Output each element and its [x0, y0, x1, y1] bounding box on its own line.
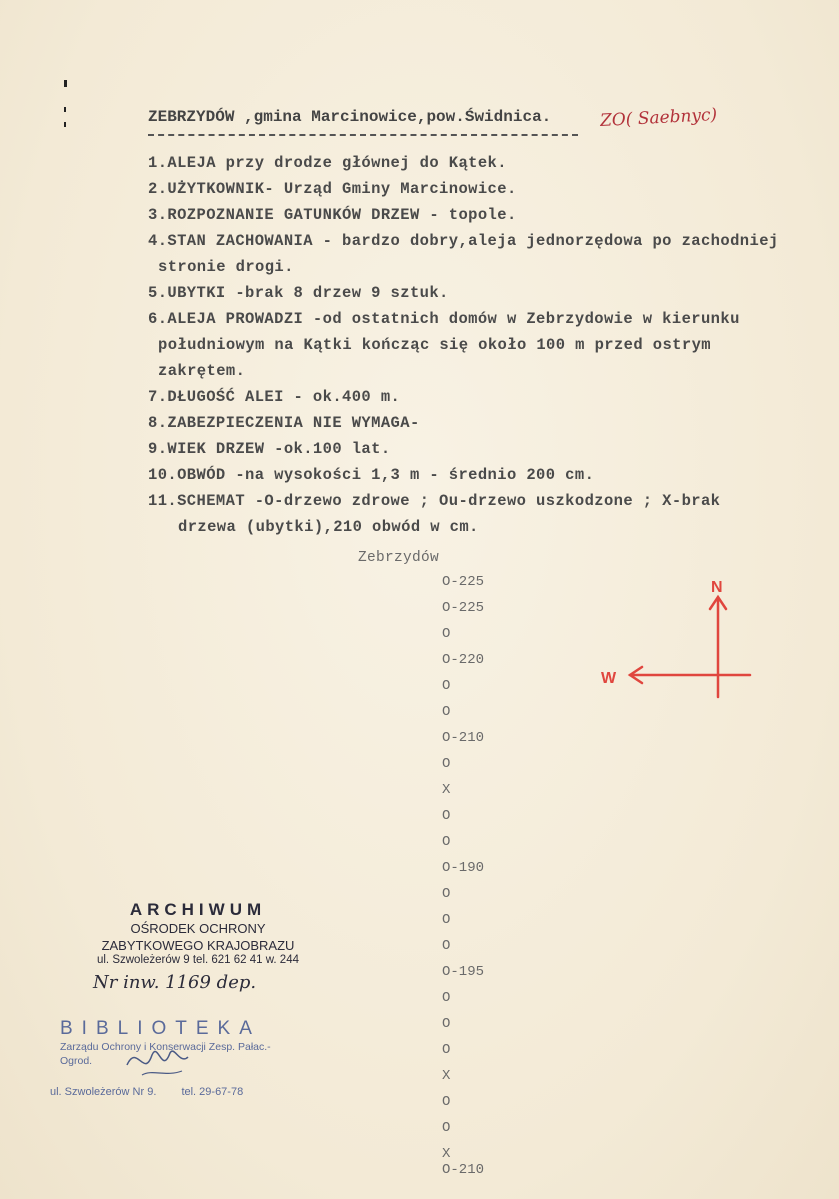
compass-north-label: N [711, 579, 723, 596]
scheme-label: Zebrzydów [358, 550, 440, 566]
tree-marker: O [442, 678, 451, 694]
tree-marker: O-225 [442, 600, 485, 616]
binder-hole [64, 80, 67, 87]
tree-marker: O [442, 990, 451, 1006]
compass-arrows-icon [598, 575, 758, 705]
tree-marker: O-225 [442, 574, 485, 590]
document-header [148, 108, 588, 138]
tree-marker: X [442, 1146, 451, 1162]
tree-marker: O [442, 1120, 451, 1136]
list-item: 2.UŻYTKOWNIK- Urząd Gminy Marcinowice. [148, 180, 517, 198]
inventory-number: Nr inw. 1169 dep. [93, 972, 257, 993]
tree-marker: O [442, 1016, 451, 1032]
archive-stamp-title: ARCHIWUM [129, 900, 267, 919]
library-stamp-address [50, 1086, 290, 1098]
tree-marker: O [442, 886, 451, 902]
handwritten-note: ZO( Saebnyc) [599, 104, 718, 132]
tree-marker: O [442, 938, 451, 954]
tree-marker: O [442, 912, 451, 928]
list-item: południowym na Kątki kończąc się około 100 m przed ostrym [158, 336, 711, 354]
compass-west-label: W [601, 670, 617, 687]
list-item: 7.DŁUGOŚĆ ALEI - ok.400 m. [148, 388, 401, 406]
list-item: 9.WIEK DRZEW -ok.100 lat. [148, 440, 391, 458]
list-item: 8.ZABEZPIECZENIA NIE WYMAGA- [148, 414, 420, 432]
tree-marker: O [442, 834, 451, 850]
tree-marker: O [442, 1094, 451, 1110]
tree-marker: O [442, 626, 451, 642]
library-stamp-line: Zarządu Ochrony i Konserwacji Zesp. Pałac.-Ogrod. [60, 1041, 271, 1067]
tree-marker: O [442, 808, 451, 824]
tree-marker: O-220 [442, 652, 485, 668]
tree-marker: O-210 [442, 1162, 485, 1178]
list-item: 4.STAN ZACHOWANIA - bardzo dobry,aleja jednorzędowa po zachodniej [148, 232, 779, 250]
tree-marker: O [442, 1042, 451, 1058]
list-item: 1.ALEJA przy drodze głównej do Kątek. [148, 154, 507, 172]
binder-holes [64, 80, 70, 137]
title-underline [148, 134, 578, 136]
tree-marker: O-210 [442, 730, 485, 746]
tree-marker: X [442, 1068, 451, 1084]
tree-marker: X [442, 782, 451, 798]
library-stamp-street: ul. Szwoleżerów Nr 9. [50, 1086, 157, 1098]
tree-marker: O [442, 704, 451, 720]
library-stamp-title: BIBLIOTEKA [60, 1018, 261, 1039]
list-item: 6.ALEJA PROWADZI -od ostatnich domów w Zebrzydowie w kierunku [148, 310, 740, 328]
tree-marker: O-195 [442, 964, 485, 980]
archive-stamp-address: ul. Szwoleżerów 9 tel. 621 62 41 w. 244 [96, 954, 299, 966]
list-item: 3.ROZPOZNANIE GATUNKÓW DRZEW - topole. [148, 206, 517, 224]
list-item: 5.UBYTKI -brak 8 drzew 9 sztuk. [148, 284, 449, 302]
tree-marker: O [442, 756, 451, 772]
list-item: zakrętem. [158, 362, 246, 380]
binder-hole [64, 107, 66, 112]
list-item: 11.SCHEMAT -O-drzewo zdrowe ; Ou-drzewo uszkodzone ; X-brak [148, 492, 721, 510]
tree-marker: O-190 [442, 860, 485, 876]
archive-stamp [88, 900, 308, 966]
library-stamp-phone: tel. 29-67-78 [181, 1086, 244, 1098]
list-item: drzewa (ubytki),210 obwód w cm. [178, 518, 479, 536]
binder-hole [64, 122, 66, 127]
archive-stamp-line: ZABYTKOWEGO KRAJOBRAZU [101, 938, 295, 953]
signature-icon [122, 1035, 192, 1083]
list-item: stronie drogi. [158, 258, 294, 276]
list-item: 10.OBWÓD -na wysokości 1,3 m - średnio 200 cm. [148, 466, 595, 484]
document-title: ZEBRZYDÓW ,gmina Marcinowice,pow.Świdnica. [148, 108, 552, 126]
archive-stamp-line: OŚRODEK OCHRONY [130, 921, 266, 936]
